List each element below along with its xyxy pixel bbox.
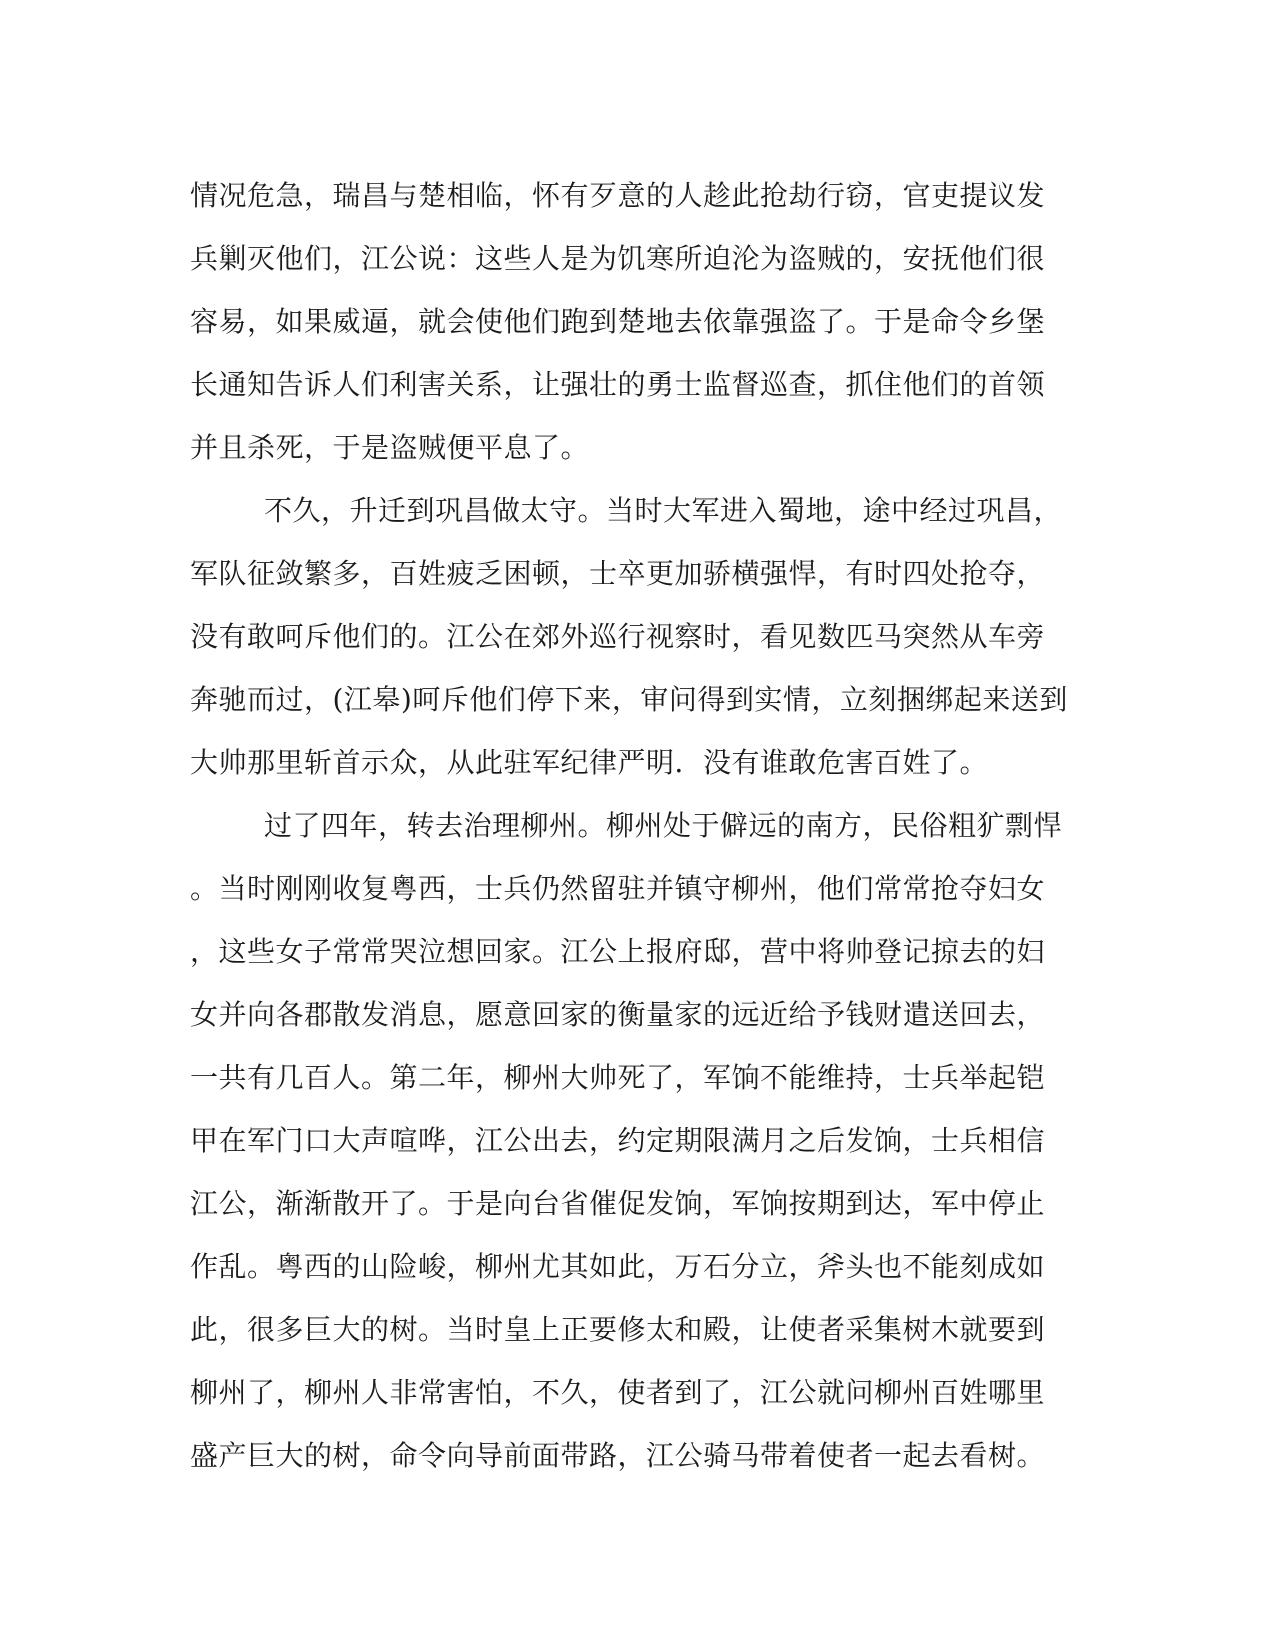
text-line: 没有敢呵斥他们的。江公在郊外巡行视察时，看见数匹马突然从车旁: [190, 620, 1046, 653]
document-body: [190, 164, 1090, 1487]
text-line: 奔驰而过，(江皋)呵斥他们停下来，审问得到实情，立刻捆绑起来送到: [190, 683, 1068, 716]
text-line: 大帅那里斩首示众，从此驻军纪律严明．没有谁敢危害百姓了。: [190, 746, 989, 779]
text-line-indented: 不久，升迁到巩昌做太守。当时大军进入蜀地，途中经过巩昌，: [264, 494, 1063, 527]
text-line: 一共有几百人。第二年，柳州大帅死了，军饷不能维持，士兵举起铠: [190, 1061, 1046, 1094]
text-line: ，这些女子常常哭泣想回家。江公上报府邸，营中将帅登记掠去的妇: [190, 935, 1046, 968]
text-line: 甲在军门口大声喧哗，江公出去，约定期限满月之后发饷，士兵相信: [190, 1124, 1046, 1157]
text-line: 军队征敛繁多，百姓疲乏困顿，士卒更加骄横强悍，有时四处抢夺，: [190, 557, 1046, 590]
text-line: 女并向各郡散发消息，愿意回家的衡量家的远近给予钱财遣送回去，: [190, 998, 1046, 1031]
text-line: 兵剿灭他们，江公说：这些人是为饥寒所迫沦为盗贼的，安抚他们很: [190, 242, 1046, 275]
text-line: 江公，渐渐散开了。于是向台省催促发饷，军饷按期到达，军中停止: [190, 1187, 1046, 1220]
text-line: 。当时刚刚收复粤西，士兵仍然留驻并镇守柳州，他们常常抢夺妇女: [190, 872, 1046, 905]
text-line: 盛产巨大的树，命令向导前面带路，江公骑马带着使者一起去看树。: [190, 1439, 1046, 1472]
text-line: 容易，如果威逼，就会使他们跑到楚地去依靠强盗了。于是命令乡堡: [190, 305, 1046, 338]
text-line: 情况危急，瑞昌与楚相临，怀有歹意的人趁此抢劫行窃，官吏提议发: [190, 179, 1046, 212]
text-line: 作乱。粤西的山险峻，柳州尤其如此，万石分立，斧头也不能刻成如: [190, 1250, 1046, 1283]
text-line-indented: 过了四年，转去治理柳州。柳州处于僻远的南方，民俗粗犷剽悍: [264, 809, 1063, 842]
text-line: 此，很多巨大的树。当时皇上正要修太和殿，让使者采集树木就要到: [190, 1313, 1046, 1346]
text-line: 长通知告诉人们利害关系，让强壮的勇士监督巡查，抓住他们的首领: [190, 368, 1046, 401]
text-line: 并且杀死，于是盗贼便平息了。: [190, 431, 590, 464]
text-line: 柳州了，柳州人非常害怕，不久，使者到了，江公就问柳州百姓哪里: [190, 1376, 1046, 1409]
